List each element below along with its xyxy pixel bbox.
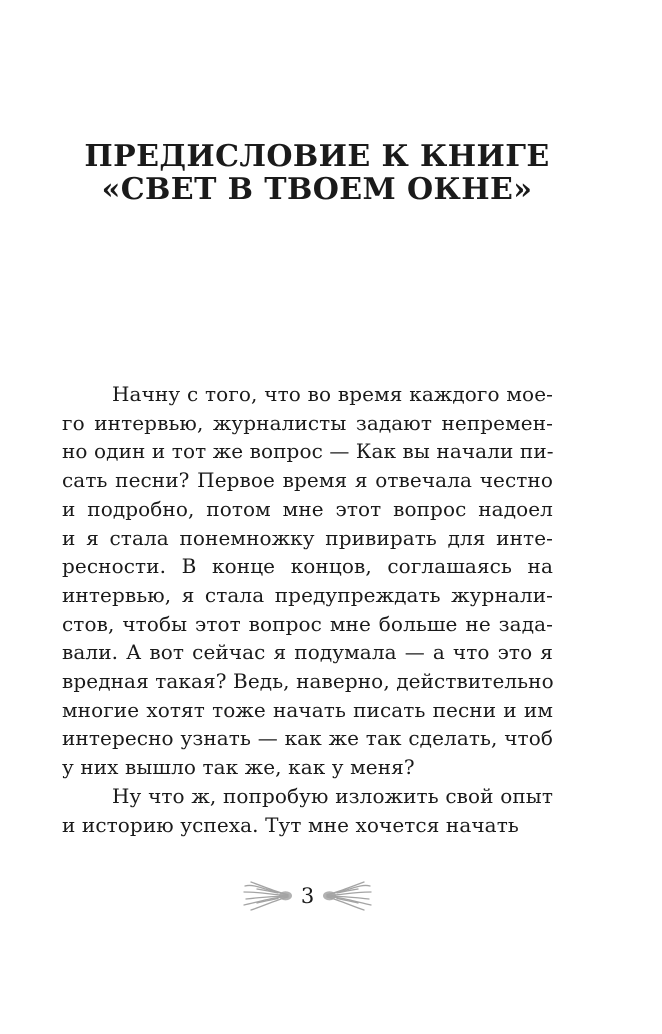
- chapter-title-line-1: ПРЕДИСЛОВИЕ К КНИГЕ: [84, 139, 550, 174]
- page-number: 3: [300, 884, 315, 908]
- body-line: но один и тот же вопрос — Как вы начали пи-: [62, 439, 554, 464]
- body-line: вали. А вот сейчас я подумала — а что это я: [62, 640, 553, 665]
- body-line: интервью, я стала предупреждать журнали-: [62, 582, 553, 607]
- body-line: интересно узнать — как же так сделать, чтоб: [62, 726, 553, 751]
- body-line: Начну с того, что во время каждого мое-: [112, 382, 553, 406]
- body-line: и я стала понемножку привирать для инте-: [62, 525, 553, 550]
- body-line: го интервью, журналисты задают непремен-: [62, 410, 553, 435]
- feather-ornament-left-icon: [243, 879, 293, 913]
- body-text: [62, 380, 553, 839]
- body-line: стов, чтобы этот вопрос мне больше не зада-: [62, 611, 553, 636]
- chapter-title: [72, 140, 562, 206]
- body-line: вредная такая? Ведь, наверно, действительно: [62, 669, 554, 694]
- body-line: Ну что ж, попробую изложить свой опыт: [112, 783, 553, 808]
- body-line: у них вышло так же, как у меня?: [62, 755, 415, 780]
- body-line: и историю успеха. Тут мне хочется начать: [62, 812, 519, 837]
- body-line: ресности. В конце концов, соглашаясь на: [62, 554, 553, 579]
- chapter-title-line-2: «СВЕТ В ТВОЕМ ОКНЕ»: [101, 172, 533, 207]
- feather-ornament-right-icon: [322, 879, 372, 913]
- body-line: сать песни? Первое время я отвечала честно: [62, 468, 553, 493]
- body-line: многие хотят тоже начать писать песни и им: [62, 697, 553, 722]
- body-line: и подробно, потом мне этот вопрос надоел: [62, 496, 553, 521]
- page-footer: [62, 874, 553, 918]
